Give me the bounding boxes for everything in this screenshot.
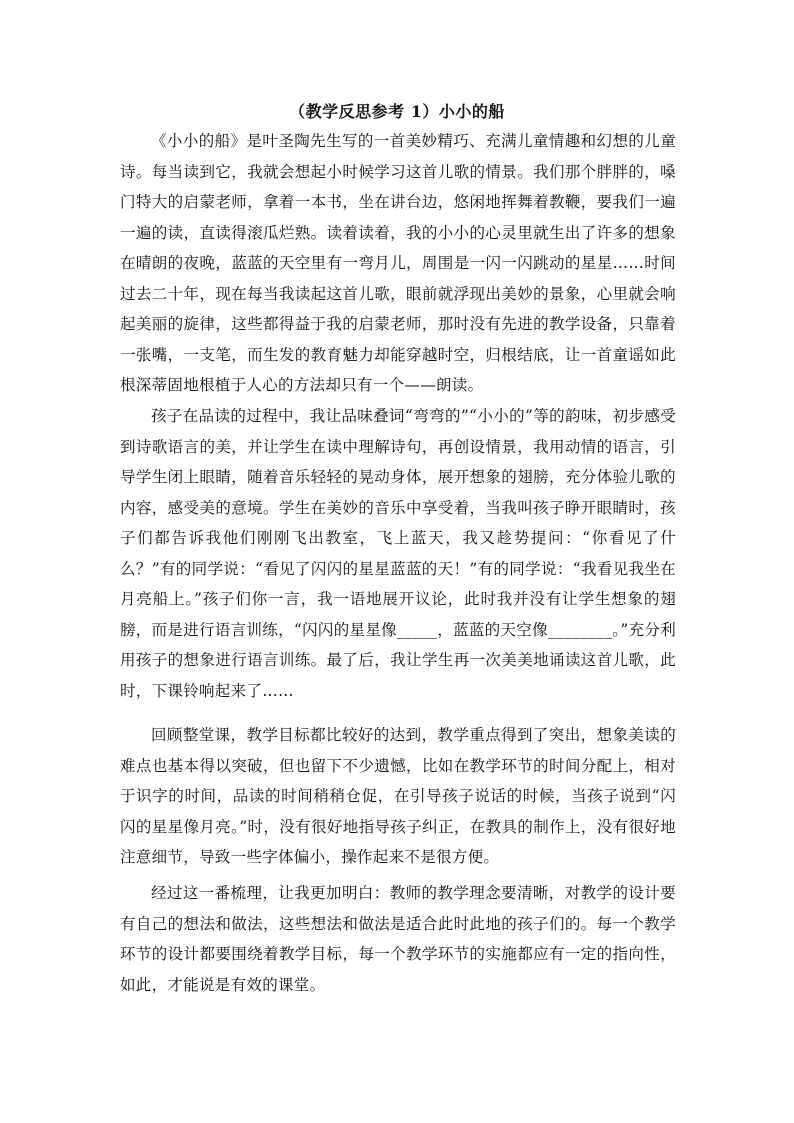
paragraph-intro: 《小小的船》是叶圣陶先生写的一首美妙精巧、充满儿童情趣和幻想的儿童诗。每当读到它，我就会想起小时候学习这首儿歌的情景。我们那个胖胖的，嗓门特大的启蒙老师，拿着一本书，坐在讲台边，悠闲地挥舞着教鞭，要我们一遍一遍的读，直读得滚瓜烂熟。读着读着，我的小小的心灵里就生出了许多的想象在晴朗的夜晚，蓝蓝的天空里有一弯月儿，周围是一闪一闪跳动的星星……时间过去二十年，现在每当我读起这首儿歌，眼前就浮现出美妙的景象，心里就会响起美丽的旋律，这些都得益于我的启蒙老师，那时没有先进的教学设备，只靠着一张嘴，一支笔，而生发的教育魅力却能穿越时空，归根结底，让一首童谣如此根深蒂固地根植于人心的方法却只有一个——朗读。: [120, 132, 676, 394]
paragraph-conclusion: 经过这一番梳理，让我更加明白：教师的教学理念要清晰，对教学的设计要有自己的想法和做法，这些想法和做法是适合此时此地的孩子们的。每一个教学环节的设计都要围绕着教学目标，每一个教学环节的实施都应有一定的指向性，如此，才能说是有效的课堂。: [120, 884, 676, 994]
document-title: （教学反思参考 1）小小的船: [289, 102, 505, 121]
paragraph-review: 回顾整堂课，教学目标都比较好的达到，教学重点得到了突出，想象美读的难点也基本得以突破，但也留下不少遗憾，比如在教学环节的时间分配上，相对于识字的时间，品读的时间稍稍仓促，在引导孩子说话的时候，当孩子说到“闪闪的星星像月亮。”时，没有很好地指导孩子纠正，在教具的制作上，没有很好地注意细节，导致一些字体偏小，操作起来不是很方便。: [120, 726, 676, 866]
paragraph-reading-process: 孩子在品读的过程中，我让品味叠词“弯弯的”“小小的”等的韵味，初步感受到诗歌语言的美，并让学生在读中理解诗句，再创设情景，我用动情的语言，引导学生闭上眼睛，随着音乐轻轻的晃动身体，展开想象的翅膀，充分体验儿歌的内容，感受美的意境。学生在美妙的音乐中享受着，当我叫孩子睁开眼睛时，孩子们都告诉我他们刚刚飞出教室，飞上蓝天，我又趁势提问：“你看见了什么？”有的同学说：“看见了闪闪的星星蓝蓝的天！”有的同学说：“我看见我坐在月亮船上。”孩子们你一言，我一语地展开议论，此时我并没有让学生想象的翅膀，而是进行语言训练，“闪闪的星星像_____，蓝蓝的天空像________。”充分利用孩子的想象进行语言训练。最了后，我让学生再一次美美地诵读这首儿歌，此时，下课铃响起来了……: [120, 407, 676, 700]
